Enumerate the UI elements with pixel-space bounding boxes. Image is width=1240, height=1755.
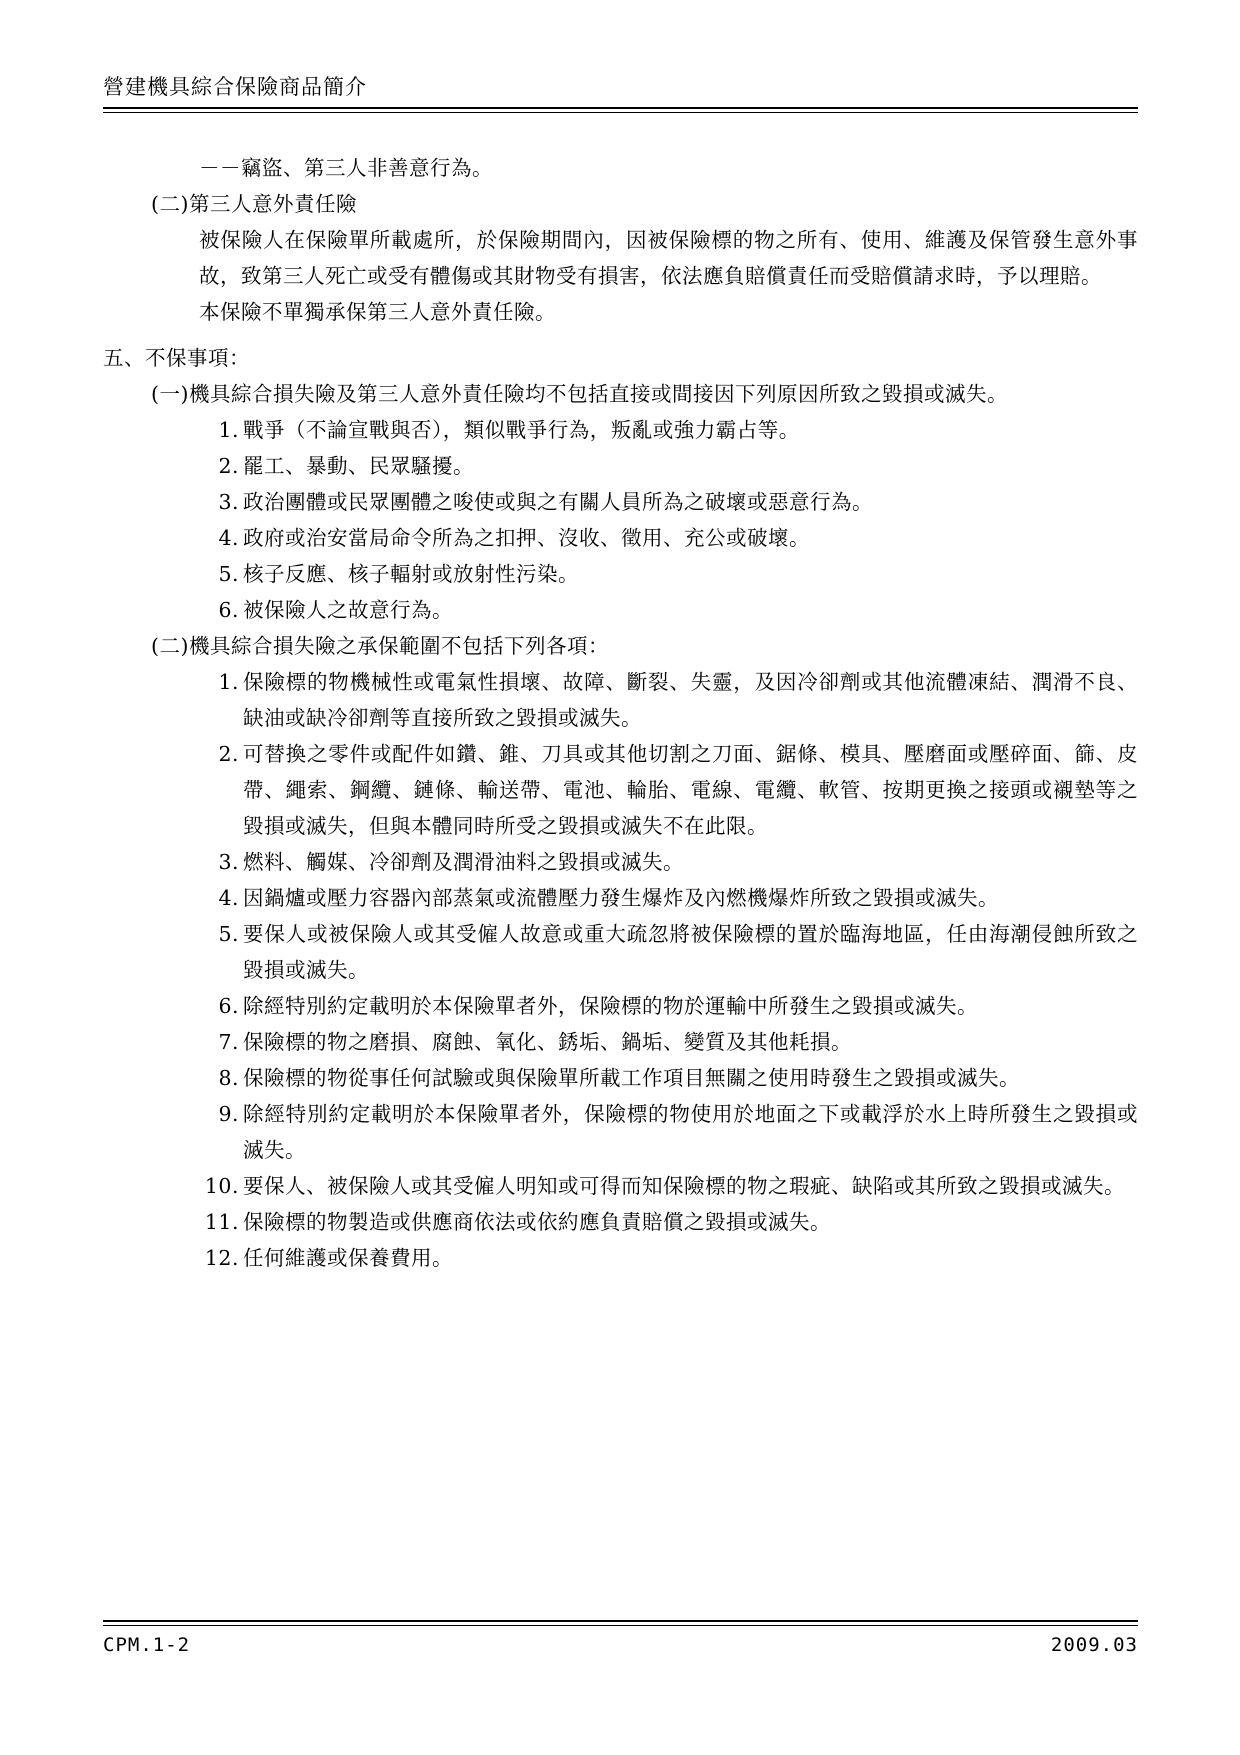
list-item (199, 880, 1138, 916)
list-item-text: 政府或治安當局命令所為之扣押、沒收、徵用、充公或破壞。 (243, 526, 810, 550)
list-item-number: 2. (218, 454, 239, 478)
list-item (199, 988, 1138, 1024)
list-item (199, 664, 1138, 736)
subsection-marker: (一) (151, 382, 189, 406)
list-item-number: 5. (218, 922, 239, 946)
subsection-marker: (二) (151, 634, 189, 658)
list-item-text: 核子反應、核子輻射或放射性污染。 (243, 562, 579, 586)
list-item-number: 3. (218, 490, 239, 514)
list-item (199, 1204, 1138, 1240)
section-heading-5 (103, 340, 1138, 376)
list-item-text: 被保險人之故意行為。 (243, 598, 453, 622)
list-item-text: 保險標的物機械性或電氣性損壞、故障、斷裂、失靈，及因冷卻劑或其他流體凍結、潤滑不良、缺油或缺冷卻劑等直接所致之毀損或滅失。 (243, 670, 1138, 730)
list-item-text: 除經特別約定載明於本保險單者外，保險標的物使用於地面之下或載浮於水上時所發生之毀損或滅失。 (243, 1102, 1138, 1162)
subsection-heading-text: 第三人意外責任險 (189, 192, 357, 216)
list-item-number: 11. (204, 1210, 239, 1234)
section-title: 不保事項： (145, 346, 250, 370)
subsection-heading-1a (151, 376, 1138, 412)
list-item (199, 1096, 1138, 1168)
footer-divider (103, 1620, 1138, 1626)
list-item (199, 556, 1138, 592)
list-item (199, 1168, 1138, 1204)
list-item-number: 9. (218, 1102, 239, 1126)
list-item-text: 戰爭（不論宣戰與否），類似戰爭行為，叛亂或強力霸占等。 (243, 418, 800, 442)
document-body (103, 150, 1138, 1276)
list-item-number: 1. (218, 418, 239, 442)
list-item-number: 4. (218, 886, 239, 910)
list-item (199, 412, 1138, 448)
subsection-marker: (二) (151, 192, 189, 216)
paragraph-liability-2: 本保險不單獨承保第三人意外責任險。 (199, 300, 556, 324)
list-item (199, 916, 1138, 988)
list-item-number: 4. (218, 526, 239, 550)
section-marker: 五、 (103, 346, 145, 370)
list-item-number: 7. (218, 1030, 239, 1054)
list-item (199, 484, 1138, 520)
list-item-number: 2. (218, 742, 239, 766)
dash-item: －－竊盜、第三人非善意行為。 (199, 156, 493, 180)
list-item-text: 政治團體或民眾團體之唆使或與之有關人員所為之破壞或惡意行為。 (243, 490, 873, 514)
list-item-text: 除經特別約定載明於本保險單者外，保險標的物於運輸中所發生之毀損或滅失。 (243, 994, 978, 1018)
list-item-number: 12. (204, 1246, 239, 1270)
list-item (199, 448, 1138, 484)
list-item (199, 844, 1138, 880)
subsection-text: 機具綜合損失險之承保範圍不包括下列各項： (189, 634, 609, 658)
list-item-number: 3. (218, 850, 239, 874)
list-item-text: 罷工、暴動、民眾騷擾。 (243, 454, 474, 478)
list-item (199, 1240, 1138, 1276)
page-footer (103, 1620, 1138, 1656)
list-item-text: 保險標的物從事任何試驗或與保險單所載工作項目無關之使用時發生之毀損或滅失。 (243, 1066, 1020, 1090)
list-item-number: 1. (218, 670, 239, 694)
list-item-number: 8. (218, 1066, 239, 1090)
list-item-number: 5. (218, 562, 239, 586)
list-item-text: 可替換之零件或配件如鑽、錐、刀具或其他切割之刀面、鋸條、模具、壓磨面或壓碎面、篩、皮帶、繩索、鋼纜、鏈條、輸送帶、電池、輪胎、電線、電纜、軟管、按期更換之接頭或襯墊等之毀損或滅失，但與本體同時所受之毀損或滅失不在此限。 (243, 742, 1138, 838)
list-item-text: 要保人、被保險人或其受僱人明知或可得而知保險標的物之瑕疵、缺陷或其所致之毀損或滅失。 (243, 1174, 1125, 1198)
list-item-text: 因鍋爐或壓力容器內部蒸氣或流體壓力發生爆炸及內燃機爆炸所致之毀損或滅失。 (243, 886, 999, 910)
page-header (103, 72, 1138, 113)
list-item-number: 6. (218, 994, 239, 1018)
list-item-number: 10. (204, 1174, 239, 1198)
paragraph-liability-1: 被保險人在保險單所載處所，於保險期間內，因被保險標的物之所有、使用、維護及保管發生意外事故，致第三人死亡或受有體傷或其財物受有損害，依法應負賠償責任而受賠償請求時，予以理賠。 (199, 228, 1138, 288)
footer-doc-code: CPM.1-2 (103, 1634, 191, 1656)
list-item-number: 6. (218, 598, 239, 622)
header-title: 營建機具綜合保險商品簡介 (103, 75, 367, 99)
list-item-text: 燃料、觸媒、冷卻劑及潤滑油料之毀損或滅失。 (243, 850, 684, 874)
list-item (199, 1060, 1138, 1096)
list-item-text: 保險標的物之磨損、腐蝕、氧化、銹垢、鍋垢、變質及其他耗損。 (243, 1030, 852, 1054)
list-item (199, 1024, 1138, 1060)
list-item (199, 592, 1138, 628)
list-item-text: 任何維護或保養費用。 (243, 1246, 453, 1270)
subsection-heading-2 (151, 186, 1138, 222)
list-item (199, 520, 1138, 556)
subsection-heading-2a (151, 628, 1138, 664)
footer-date: 2009.03 (1050, 1634, 1138, 1656)
list-item-text: 要保人或被保險人或其受僱人故意或重大疏忽將被保險標的置於臨海地區，任由海潮侵蝕所致之毀損或滅失。 (243, 922, 1138, 982)
subsection-text: 機具綜合損失險及第三人意外責任險均不包括直接或間接因下列原因所致之毀損或滅失。 (189, 382, 1008, 406)
list-item-text: 保險標的物製造或供應商依法或依約應負責賠償之毀損或滅失。 (243, 1210, 831, 1234)
header-divider (103, 107, 1138, 113)
list-item (199, 736, 1138, 844)
